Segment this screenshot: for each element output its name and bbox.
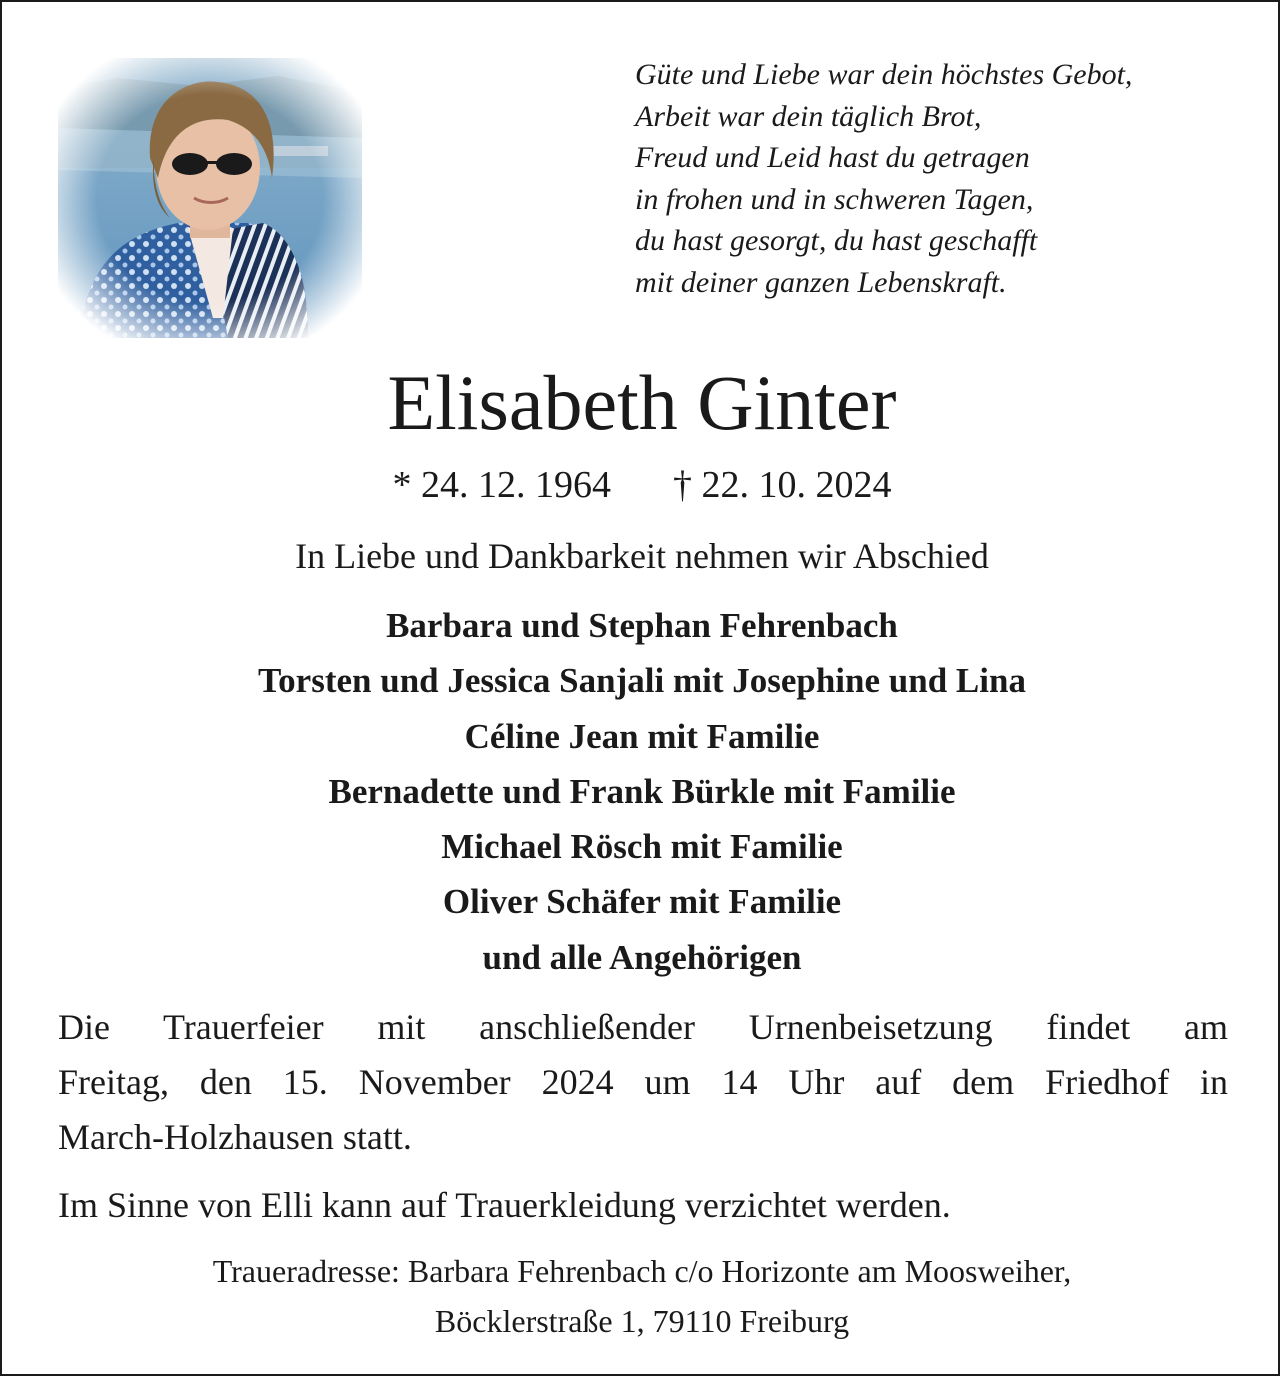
mourner-line: Barbara und Stephan Fehrenbach — [386, 606, 898, 645]
portrait-photo — [58, 58, 362, 338]
verse-line: du hast gesorgt, du hast geschafft — [635, 224, 1038, 257]
mourner-line: Torsten und Jessica Sanjali mit Josephine und Lina — [258, 661, 1026, 701]
mourner-line: Bernadette und Frank Bürkle mit Familie — [328, 771, 956, 811]
service-line: Die Trauerfeier mit anschließender Urnenbeisetzung findet am — [58, 1007, 1228, 1047]
verse-line: Güte und Liebe war dein höchstes Gebot, — [635, 58, 1133, 91]
service-notice — [58, 1000, 1228, 1165]
mourner-line: und alle Angehörigen — [482, 937, 802, 977]
clothing-note: Im Sinne von Elli kann auf Trauerkleidung verzichtet werden. — [58, 1185, 951, 1225]
address-line: Böcklerstraße 1, 79110 Freiburg — [434, 1303, 850, 1339]
life-dates — [2, 460, 1280, 510]
deceased-name: Elisabeth Ginter — [387, 359, 897, 446]
mourning-address — [2, 1246, 1280, 1346]
service-line: Freitag, den 15. November 2024 um 14 Uhr auf dem Friedhof in — [58, 1062, 1228, 1102]
mourner-line: Céline Jean mit Familie — [464, 716, 820, 756]
mourners-list — [2, 598, 1280, 985]
verse-line: mit deiner ganzen Lebenskraft. — [635, 265, 1007, 299]
verse-line: Freud und Leid hast du getragen — [635, 141, 1030, 174]
verse-line: Arbeit war dein täglich Brot, — [635, 99, 982, 133]
service-line: March-Holzhausen statt. — [58, 1117, 412, 1157]
memorial-verse — [635, 54, 1255, 303]
death-date: † 22. 10. 2024 — [673, 464, 892, 506]
verse-line: in frohen und in schweren Tagen, — [635, 182, 1034, 216]
birth-date: * 24. 12. 1964 — [392, 464, 611, 506]
mourner-line: Oliver Schäfer mit Familie — [442, 882, 842, 922]
mourner-line: Michael Rösch mit Familie — [441, 827, 843, 867]
address-line: Traueradresse: Barbara Fehrenbach c/o Horizonte am Moosweiher, — [212, 1253, 1072, 1289]
farewell-line: In Liebe und Dankbarkeit nehmen wir Abschied — [295, 536, 989, 576]
